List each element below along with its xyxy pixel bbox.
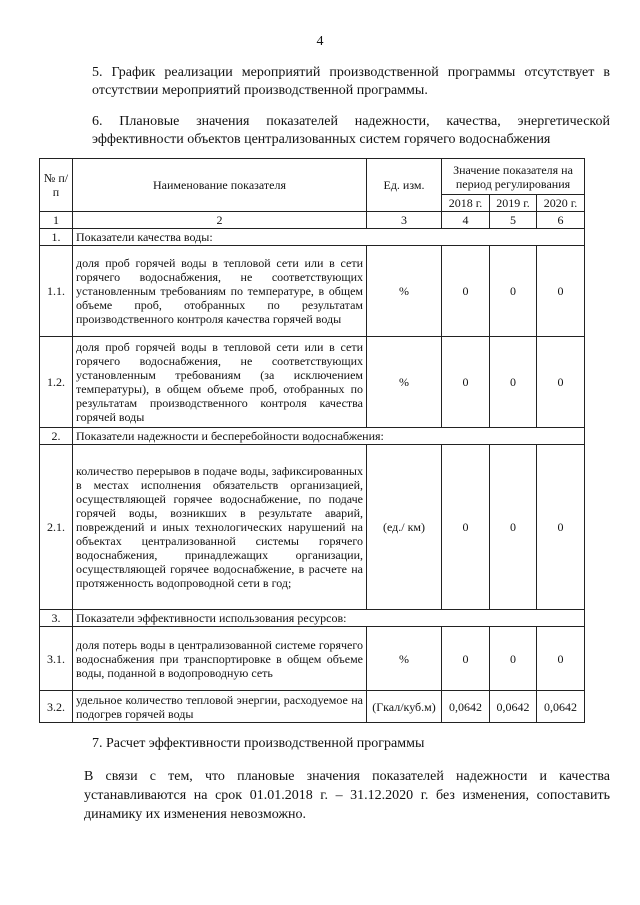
section-6-paragraph bbox=[92, 113, 610, 149]
row-value-2020: 0 bbox=[537, 627, 585, 691]
header-value-group: Значение показателя на период регулирования bbox=[442, 159, 585, 195]
section-6-line-2: эффективности объектов централизованных систем горячего водоснабжения bbox=[92, 132, 551, 147]
header-year-2018: 2018 г. bbox=[442, 195, 490, 212]
row-value-2019: 0 bbox=[490, 445, 537, 610]
row-value-2018: 0 bbox=[442, 246, 490, 337]
row-value-2018: 0 bbox=[442, 627, 490, 691]
column-number: 2 bbox=[73, 212, 367, 229]
row-num: 1.1. bbox=[40, 246, 73, 337]
section-row-3 bbox=[40, 610, 585, 627]
row-value-2019: 0,0642 bbox=[490, 691, 537, 723]
section-7-line-3: динамику их изменения невозможно. bbox=[84, 807, 307, 822]
section-6-line-1: 6. Плановые значения показателей надежности, качества, энергетической bbox=[92, 114, 610, 129]
row-num: 2.1. bbox=[40, 445, 73, 610]
column-number: 3 bbox=[367, 212, 442, 229]
table-row-3-2 bbox=[40, 691, 585, 723]
section-row-1 bbox=[40, 229, 585, 246]
section-title: Показатели качества воды: bbox=[73, 229, 585, 246]
section-num: 3. bbox=[40, 610, 73, 627]
column-number: 1 bbox=[40, 212, 73, 229]
row-value-2018: 0,0642 bbox=[442, 691, 490, 723]
section-7-line-2: устанавливаются на срок 01.01.2018 г. – 31.12.2020 г. без изменения, сопоставить bbox=[84, 788, 610, 803]
section-row-2 bbox=[40, 428, 585, 445]
section-7-heading: 7. Расчет эффективности производственной программы bbox=[92, 736, 425, 751]
header-year-2019: 2019 г. bbox=[490, 195, 537, 212]
section-num: 1. bbox=[40, 229, 73, 246]
row-value-2020: 0 bbox=[537, 337, 585, 428]
section-title: Показатели эффективности использования ресурсов: bbox=[73, 610, 585, 627]
row-value-2019: 0 bbox=[490, 337, 537, 428]
table-row-1-1 bbox=[40, 246, 585, 337]
column-numbers-row bbox=[40, 212, 585, 229]
row-value-2018: 0 bbox=[442, 445, 490, 610]
row-name: количество перерывов в подаче воды, зафиксированных в местах исполнения обязательств организацией, осуществляющей горячее водоснабжение, по подаче горячей воды, возникших в результате аварий, повреждений и иных технологических нарушений на объектах централизованной системы горячего водоснабжения, принадлежащих организации, осуществляющей горячее водоснабжение, в расчете на протяженность водопроводной сети в год; bbox=[73, 445, 367, 610]
row-value-2019: 0 bbox=[490, 627, 537, 691]
row-num: 3.2. bbox=[40, 691, 73, 723]
row-value-2020: 0,0642 bbox=[537, 691, 585, 723]
row-num: 1.2. bbox=[40, 337, 73, 428]
row-name: удельное количество тепловой энергии, расходуемое на подогрев горячей воды bbox=[73, 691, 367, 723]
row-name: доля проб горячей воды в тепловой сети или в сети горячего водоснабжения, не соответствующих установленным требованиям (за исключением температуры), в общем объеме проб, отобранных по результатам производственного контроля качества горячей воды bbox=[73, 337, 367, 428]
header-unit: Ед. изм. bbox=[367, 159, 442, 212]
row-unit: % bbox=[367, 246, 442, 337]
row-name: доля проб горячей воды в тепловой сети или в сети горячего водоснабжения, не соответствующих установленным требованиям по температуре, в общем объеме проб, отобранных по результатам производственного контроля качества горячей воды bbox=[73, 246, 367, 337]
row-num: 3.1. bbox=[40, 627, 73, 691]
row-name: доля потерь воды в централизованной системе горячего водоснабжения при транспортировке в общем объеме воды, поданной в водопроводную сеть bbox=[73, 627, 367, 691]
column-number: 6 bbox=[537, 212, 585, 229]
row-unit: (Гкал/куб.м) bbox=[367, 691, 442, 723]
table-row-2-1 bbox=[40, 445, 585, 610]
column-number: 4 bbox=[442, 212, 490, 229]
section-title: Показатели надежности и бесперебойности водоснабжения: bbox=[73, 428, 585, 445]
section-5-paragraph bbox=[92, 64, 610, 100]
row-value-2020: 0 bbox=[537, 246, 585, 337]
header-year-2020: 2020 г. bbox=[537, 195, 585, 212]
section-7-paragraph bbox=[84, 767, 610, 824]
row-value-2019: 0 bbox=[490, 246, 537, 337]
section-7-line-1: В связи с тем, что плановые значения показателей надежности и качества bbox=[84, 769, 610, 784]
row-unit: (ед./ км) bbox=[367, 445, 442, 610]
section-num: 2. bbox=[40, 428, 73, 445]
header-num: № п/п bbox=[40, 159, 73, 212]
section-5-line-1: 5. График реализации мероприятий производственной программы отсутствует в bbox=[92, 65, 610, 80]
row-value-2020: 0 bbox=[537, 445, 585, 610]
page-number: 4 bbox=[316, 34, 324, 49]
section-5-line-2: отсутствии мероприятий производственной программы. bbox=[92, 83, 428, 98]
table-header-row bbox=[40, 159, 585, 195]
row-unit: % bbox=[367, 337, 442, 428]
header-name: Наименование показателя bbox=[73, 159, 367, 212]
table-row-3-1 bbox=[40, 627, 585, 691]
column-number: 5 bbox=[490, 212, 537, 229]
table-row-1-2 bbox=[40, 337, 585, 428]
row-value-2018: 0 bbox=[442, 337, 490, 428]
row-unit: % bbox=[367, 627, 442, 691]
indicators-table bbox=[39, 158, 585, 723]
